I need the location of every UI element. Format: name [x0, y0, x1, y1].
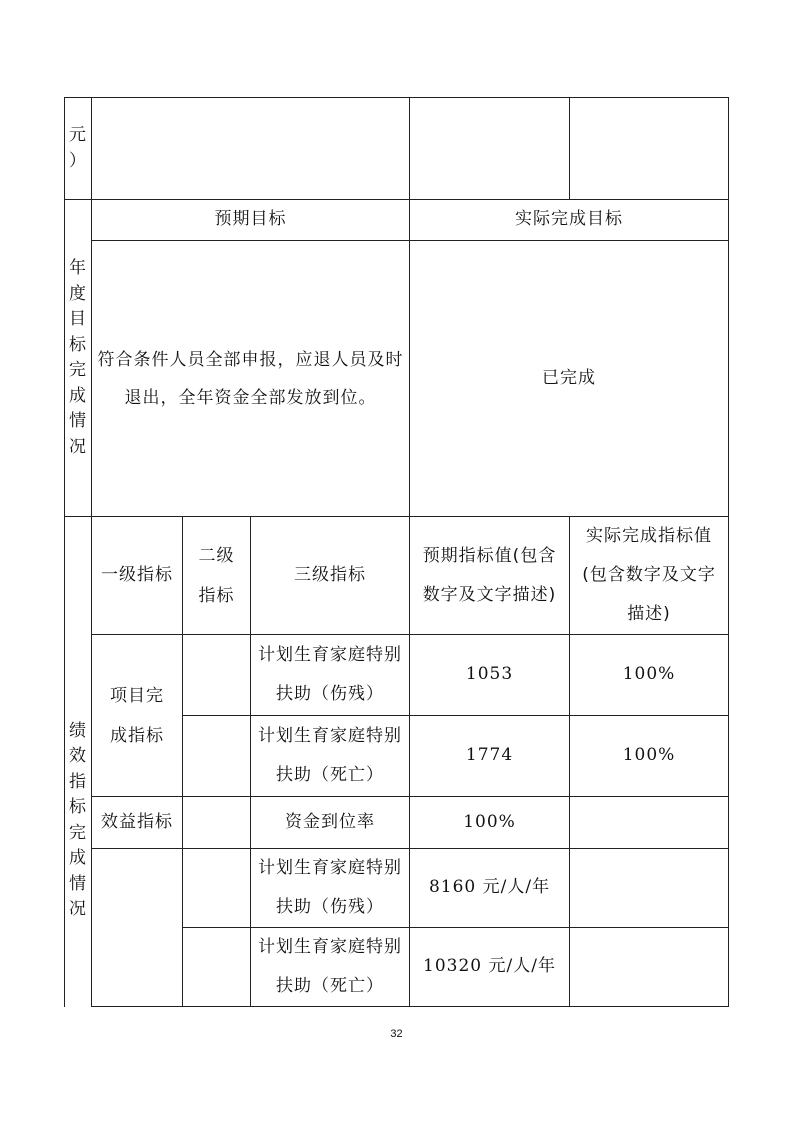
- actual-value-header: 实际完成指标值(包含数字及文字描述): [570, 517, 729, 635]
- page-number: 32: [390, 1028, 403, 1040]
- side-char: 标: [69, 334, 87, 355]
- group-label-project: 项目完成指标: [92, 635, 183, 797]
- side-char: 情: [69, 873, 87, 894]
- performance-side-label: [65, 517, 92, 1007]
- top-left-char: ）: [69, 150, 87, 171]
- level2-header: 二级指标: [183, 517, 251, 635]
- expected-value-cell: 10320 元/人/年: [410, 928, 570, 1007]
- side-char: 完: [69, 822, 87, 843]
- side-char: 目: [69, 309, 87, 329]
- expected-value-cell: 1053: [410, 635, 570, 716]
- side-char: 情: [69, 411, 87, 431]
- side-char: 成: [69, 385, 87, 406]
- group-label-benefit: 效益指标: [92, 797, 183, 849]
- actual-target-text: 已完成: [410, 241, 729, 517]
- performance-table: [64, 97, 729, 1007]
- level3-cell: 计划生育家庭特别扶助（伤残）: [251, 635, 410, 716]
- expected-value-cell: 1774: [410, 716, 570, 797]
- actual-target-header: 实际完成目标: [410, 200, 729, 241]
- level3-cell: 资金到位率: [251, 797, 410, 849]
- side-char: 况: [69, 436, 87, 457]
- level3-cell: 计划生育家庭特别扶助（死亡）: [251, 928, 410, 1007]
- level2-cell: [183, 849, 251, 928]
- side-char: 效: [69, 746, 87, 766]
- expected-value-cell: 100%: [410, 797, 570, 849]
- expected-target-text: 符合条件人员全部申报，应退人员及时退出，全年资金全部发放到位。: [92, 241, 410, 517]
- level2-cell: [183, 716, 251, 797]
- top-left-cell: [65, 98, 92, 200]
- side-char: 成: [69, 848, 87, 868]
- expected-value-cell: 8160 元/人/年: [410, 849, 570, 928]
- side-char: 指: [69, 771, 87, 792]
- actual-value-cell: [570, 797, 729, 849]
- top-empty-cell: [92, 98, 410, 200]
- side-char: 度: [69, 283, 87, 304]
- level1-header: 一级指标: [92, 517, 183, 635]
- expected-value-header: 预期指标值(包含数字及文字描述): [410, 517, 570, 635]
- group-label-empty: [92, 849, 183, 1007]
- level3-cell: 计划生育家庭特别扶助（伤残）: [251, 849, 410, 928]
- annual-side-label: [65, 200, 92, 517]
- top-empty-cell: [410, 98, 570, 200]
- side-char: 年: [69, 258, 87, 278]
- side-char: 完: [69, 360, 87, 380]
- top-left-char: 元: [69, 125, 87, 145]
- level2-cell: [183, 797, 251, 849]
- side-char: 绩: [69, 720, 87, 741]
- actual-value-cell: [570, 928, 729, 1007]
- level3-header: 三级指标: [251, 517, 410, 635]
- level2-cell: [183, 635, 251, 716]
- side-char: 标: [69, 797, 87, 817]
- actual-value-cell: [570, 849, 729, 928]
- expected-target-header: 预期目标: [92, 200, 410, 241]
- side-char: 况: [69, 899, 87, 919]
- level3-cell: 计划生育家庭特别扶助（死亡）: [251, 716, 410, 797]
- top-empty-cell: [570, 98, 729, 200]
- level2-cell: [183, 928, 251, 1007]
- actual-value-cell: 100%: [570, 716, 729, 797]
- actual-value-cell: 100%: [570, 635, 729, 716]
